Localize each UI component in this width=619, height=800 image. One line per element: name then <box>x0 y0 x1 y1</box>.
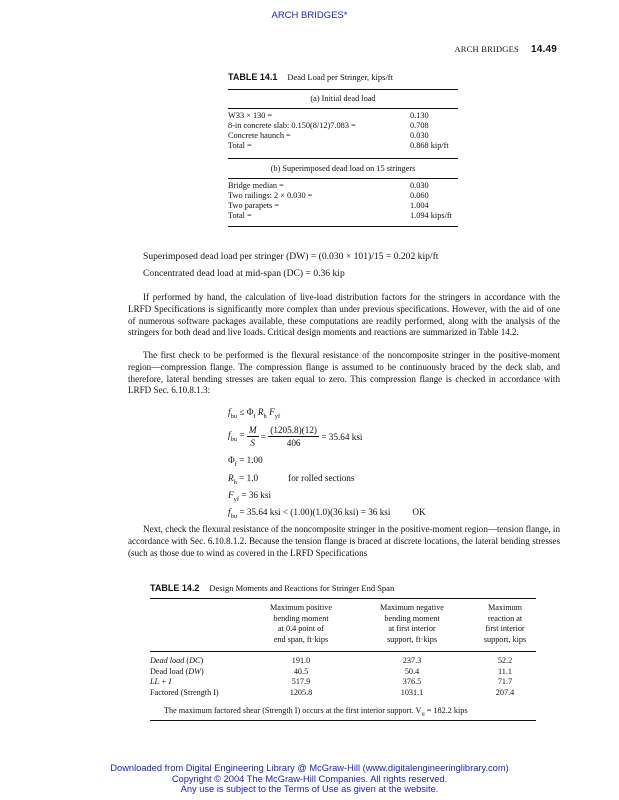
dc-equation: Concentrated dead load at mid-span (DC) = 0.36 kip <box>143 268 345 279</box>
table1-rule <box>228 178 458 179</box>
table-row: Two parapets = 1.004 <box>228 201 429 211</box>
table-row: W33 × 130 = 0.130 <box>228 111 429 120</box>
table2-header-col3: Maximum reaction at first interior support, kips <box>483 603 527 644</box>
footer-terms-link[interactable]: Any use is subject to the Terms of Use as given at the website. <box>180 784 439 794</box>
table-row: Total = 0.868 kip/ft <box>228 141 449 151</box>
table1-rule <box>228 158 458 159</box>
table2-caption <box>150 583 394 593</box>
table2-note: The maximum factored shear (Strength I) occurs at the first interior support. $V_u = 182.2$ kips <box>164 706 468 718</box>
table1-title: Dead Load per Stringer, kips/ft <box>287 72 394 82</box>
table2-bottom-rule <box>150 720 536 721</box>
table-row: Two railings: 2 × 0.030 = 0.060 <box>228 191 429 201</box>
table-row: Dead load (DW) 40.5 50.4 11.1 <box>150 666 513 676</box>
paragraph-3: Next, check the flexural resistance of the noncomposite stringer in the positive-moment region—tension flange, in accordance with Sec. 6.10.8.1.2. Because the tension flange is braced at discrete locations, the lateral bending stresses (such as those due to wind as covered in the LRFD Specifications <box>128 524 560 558</box>
table1-bottom-rule <box>228 226 458 227</box>
table1-caption <box>228 72 393 82</box>
running-title: ARCH BRIDGES <box>454 44 519 54</box>
table-row: Bridge median = 0.030 <box>228 181 429 190</box>
table2-top-rule <box>150 598 536 599</box>
table2-header-col2: Maximum negative bending moment at first interior support, ft·kips <box>380 603 444 644</box>
math-check: $f_{bu} = 35.64$ ksi < (1.00)(1.0)(36 ksi) = 36 ksi OK <box>228 507 426 520</box>
table-row: Factored (Strength I) 1205.8 1031.1 207.4 <box>150 687 515 697</box>
table-row: LL + I 517.9 376.5 71.7 <box>150 677 513 686</box>
running-header <box>454 44 557 55</box>
table-row: 8-in concrete slab: 0.150(8/12)7.083 = 0.708 <box>228 121 429 131</box>
math-fyf: $F_{yf} = 36$ ksi <box>228 490 272 503</box>
table2-header-col1: Maximum positive bending moment at 0.4 point of end span, ft·kips <box>269 603 333 644</box>
table-row: Dead load (DC) 191.0 237.3 52.2 <box>150 656 513 665</box>
dw-equation: Superimposed dead load per stringer (DW) = (0.030 × 101)/15 = 0.202 kip/ft <box>143 251 439 262</box>
table1-label: TABLE 14.1 <box>228 72 278 82</box>
table-row: Total = 1.094 kips/ft <box>228 211 452 221</box>
table-row: Concrete haunch = 0.030 <box>228 131 429 141</box>
table1-section-b-title: (b) Superimposed dead load on 15 stringers <box>270 164 416 173</box>
math-fbu: $f_{bu}$ = $\frac{M}{S}$ = $\frac{(1205.8)(12)}{406}$ = 35.64 ksi <box>228 425 363 448</box>
math-inequality: $f_{bu} \le \Phi_f$ $R_h$ $F_{yf}$ <box>228 407 281 420</box>
footer-download-link[interactable]: Downloaded from Digital Engineering Library @ McGraw-Hill (www.digitalengineeringlibrary.com) <box>110 763 509 773</box>
paragraph-1: If performed by hand, the calculation of live-load distribution factors for the stringers in accordance with the LRFD Specifications is significantly more complex than under previous specifications. However, with the aid of one of numerous software packages available, these computations are readily performed, along with the analysis of the stringers for both dead and live loads. Critical design moments and reactions are summarized in Table 14.2. <box>128 292 560 338</box>
table1-section-b <box>228 181 458 221</box>
math-rh: $R_h = 1.0$ for rolled sections <box>228 473 355 486</box>
table1-section-a <box>228 111 458 151</box>
table1-top-rule <box>228 89 458 90</box>
math-phi: $\Phi_f = 1.00$ <box>228 455 263 468</box>
table2-label: TABLE 14.2 <box>150 583 200 593</box>
paragraph-2: The first check to be performed is the flexural resistance of the noncomposite stringer in the positive-moment region—compression flange. The compression flange is assumed to be continuously braced by the deck slab, and therefore, lateral bending stresses are taken equal to zero. This compression flange is checked in accordance with LRFD Sec. 6.10.8.1.3: <box>128 350 560 396</box>
table2-body <box>150 656 536 698</box>
table2-title: Design Moments and Reactions for Stringer End Span <box>209 583 395 593</box>
fraction-numeric: $\frac{(1205.8)(12)}{406}$ <box>270 425 317 448</box>
table1-rule <box>228 108 458 109</box>
footer-copyright: Copyright © 2004 The McGraw-Hill Companies. All rights reserved. <box>171 773 448 784</box>
table2-header-rule <box>150 651 536 652</box>
page-number: 14.49 <box>530 44 557 55</box>
footer <box>0 763 619 795</box>
chapter-link[interactable]: ARCH BRIDGES* <box>271 10 348 21</box>
table1-section-a-title: (a) Initial dead load <box>310 94 376 103</box>
fraction-m-over-s: $\frac{M}{S}$ <box>248 425 257 448</box>
